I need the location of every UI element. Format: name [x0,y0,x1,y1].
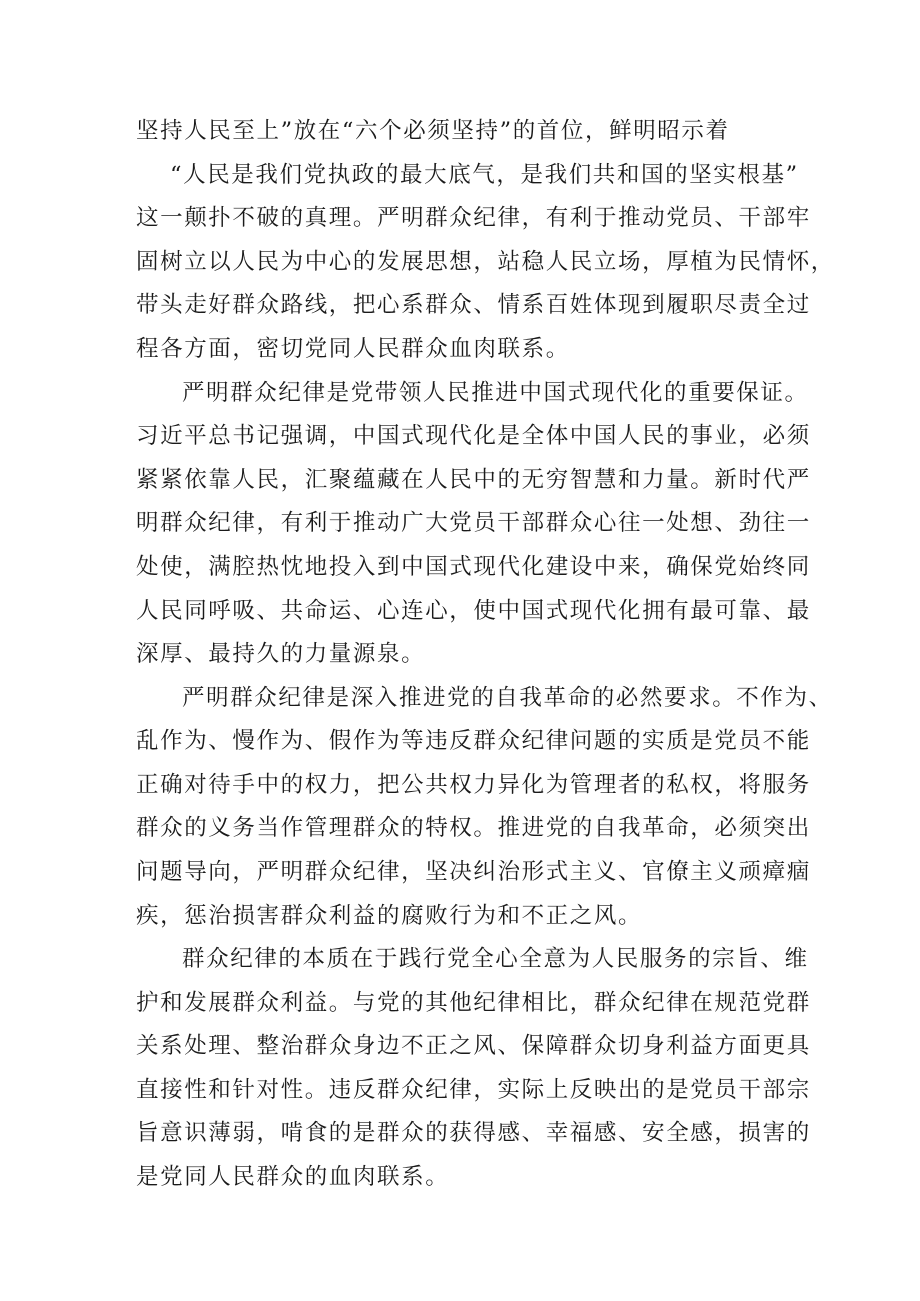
text-line: 固树立以人民为中心的发展思想，站稳人民立场，厚植为民情怀， [136,249,835,275]
text-line: 严明群众纪律是党带领人民推进中国式现代化的重要保证。 [182,380,809,406]
text-line: 明群众纪律，有利于推动广大党员干部群众心往一处想、劲往一 [136,510,811,536]
text-line: 带头走好群众路线，把心系群众、情系百姓体现到履职尽责全过 [136,292,811,318]
text-line: 程各方面，密切党同人民群众血肉联系。 [136,336,570,362]
text-line: 问题导向，严明群众纪律，坚决纠治形式主义、官僚主义顽瘴痼 [136,859,811,885]
text-line: 疾，惩治损害群众利益的腐败行为和不正之风。 [136,903,643,929]
text-line: 紧紧依靠人民，汇聚蕴藏在人民中的无穷智慧和力量。新时代严 [136,467,811,493]
text-line: 乱作为、慢作为、假作为等违反群众纪律问题的实质是党员不能 [136,728,811,754]
text-line: 深厚、最持久的力量源泉。 [136,641,426,667]
text-line: 这一颠扑不破的真理。严明群众纪律，有利于推动党员、干部牢 [136,205,811,231]
text-line: 人民同呼吸、共命运、心连心，使中国式现代化拥有最可靠、最 [136,598,811,624]
text-line: 护和发展群众利益。与党的其他纪律相比，群众纪律在规范党群 [136,990,811,1016]
text-line: 旨意识薄弱，啃食的是群众的获得感、幸福感、安全感，损害的 [136,1120,811,1146]
text-line: 习近平总书记强调，中国式现代化是全体中国人民的事业，必须 [136,423,811,449]
text-line: 关系处理、整治群众身边不正之风、保障群众切身利益方面更具 [136,1033,811,1059]
text-line: 是党同人民群众的血肉联系。 [136,1164,450,1190]
text-line: 坚持人民至上”放在“六个必须坚持”的首位，鲜明昭示着 [136,118,730,144]
text-line: 群众的义务当作管理群众的特权。推进党的自我革命，必须突出 [136,815,811,841]
text-line: 直接性和针对性。违反群众纪律，实际上反映出的是党员干部宗 [136,1077,811,1103]
text-line: “人民是我们党执政的最大底气，是我们共和国的坚实根基” [170,162,799,188]
text-line: 严明群众纪律是深入推进党的自我革命的必然要求。不作为、 [182,685,833,711]
text-line: 处使，满腔热忱地投入到中国式现代化建设中来，确保党始终同 [136,554,811,580]
text-line: 群众纪律的本质在于践行党全心全意为人民服务的宗旨、维 [182,946,809,972]
text-line: 正确对待手中的权力，把公共权力异化为管理者的私权，将服务 [136,772,811,798]
